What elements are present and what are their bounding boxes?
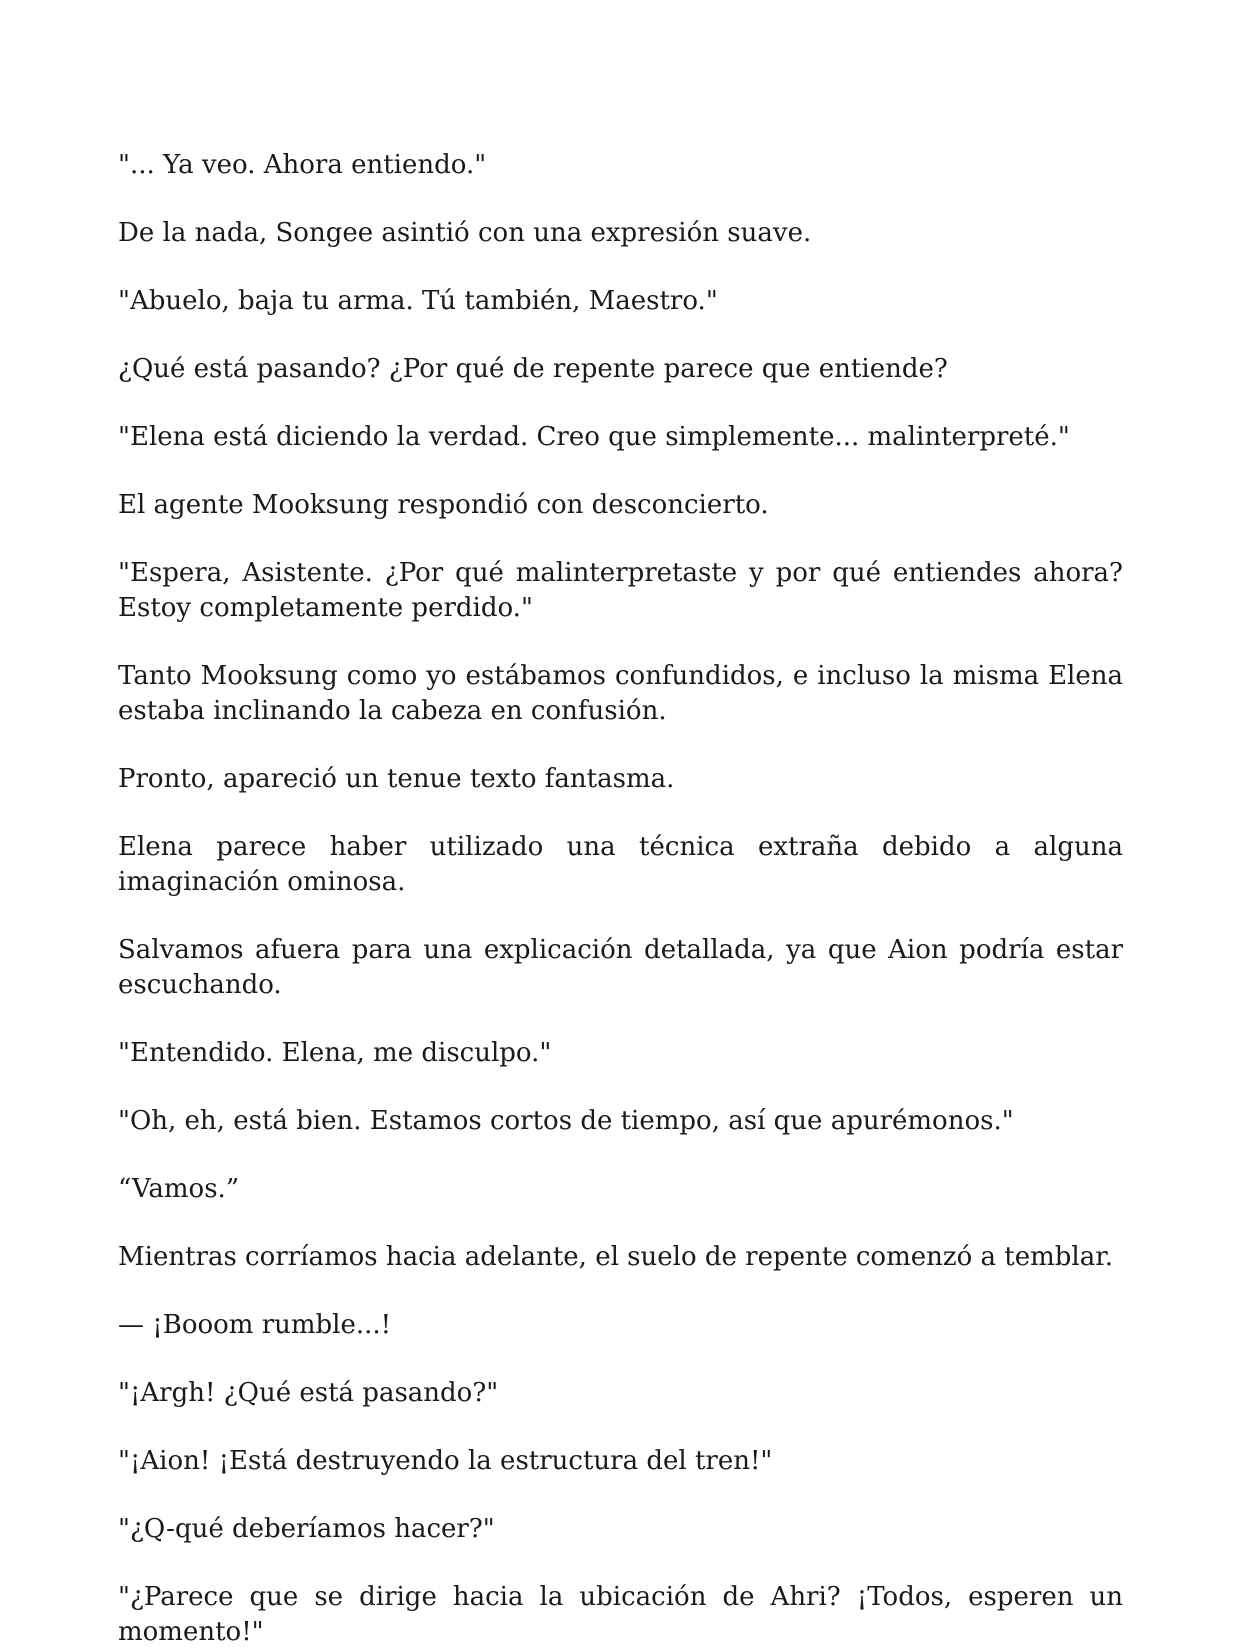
paragraph: "Espera, Asistente. ¿Por qué malinterpretaste y por qué entiendes ahora? Estoy completamente perdido.": [118, 558, 1123, 623]
paragraph: De la nada, Songee asintió con una expresión suave.: [118, 218, 812, 248]
paragraph: "¿Q-qué deberíamos hacer?": [118, 1514, 495, 1544]
paragraph: "Elena está diciendo la verdad. Creo que simplemente... malinterpreté.": [118, 422, 1070, 452]
paragraph: "... Ya veo. Ahora entiendo.": [118, 150, 487, 180]
paragraph: "Entendido. Elena, me disculpo.": [118, 1038, 552, 1068]
document-body: [118, 148, 1123, 1650]
paragraph: El agente Mooksung respondió con desconcierto.: [118, 490, 769, 520]
paragraph: Mientras corríamos hacia adelante, el suelo de repente comenzó a temblar.: [118, 1242, 1114, 1272]
paragraph: “Vamos.”: [118, 1174, 240, 1204]
paragraph: "¡Aion! ¡Está destruyendo la estructura del tren!": [118, 1446, 773, 1476]
paragraph: "Abuelo, baja tu arma. Tú también, Maestro.": [118, 286, 718, 316]
paragraph: — ¡Booom rumble...!: [118, 1310, 392, 1340]
paragraph: "¿Parece que se dirige hacia la ubicación de Ahri? ¡Todos, esperen un momento!": [118, 1582, 1123, 1647]
paragraph: Salvamos afuera para una explicación detallada, ya que Aion podría estar escuchando.: [118, 935, 1123, 1000]
paragraph: Pronto, apareció un tenue texto fantasma.: [118, 764, 675, 794]
paragraph: "Oh, eh, está bien. Estamos cortos de tiempo, así que apurémonos.": [118, 1106, 1014, 1136]
paragraph: "¡Argh! ¿Qué está pasando?": [118, 1378, 499, 1408]
paragraph: Tanto Mooksung como yo estábamos confundidos, e incluso la misma Elena estaba inclinando la cabeza en confusión.: [118, 661, 1123, 726]
paragraph: Elena parece haber utilizado una técnica extraña debido a alguna imaginación ominosa.: [118, 832, 1123, 897]
paragraph: ¿Qué está pasando? ¿Por qué de repente parece que entiende?: [118, 354, 948, 384]
